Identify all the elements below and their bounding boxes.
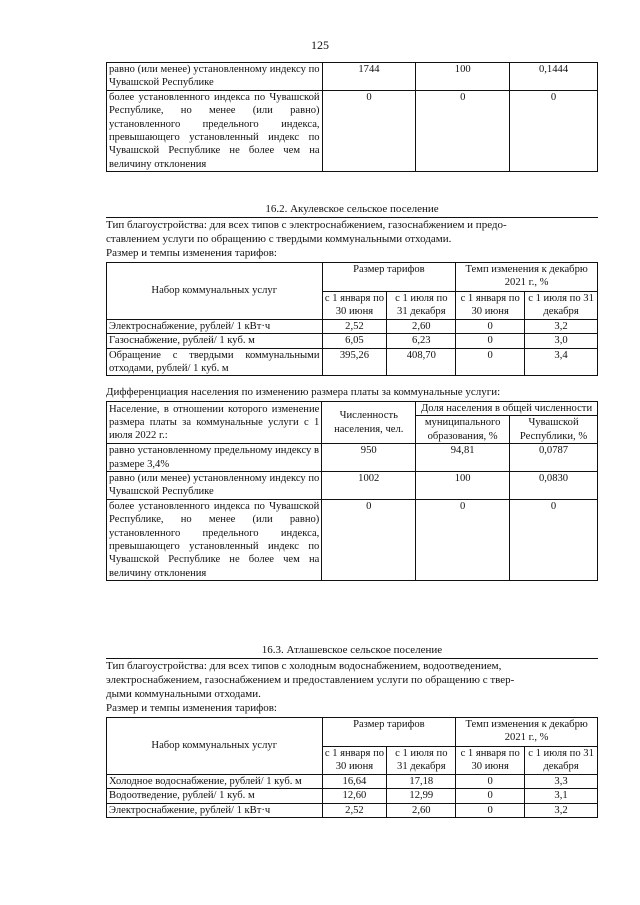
population-table <box>106 401 598 581</box>
cell-jul: 12,99 <box>387 789 456 803</box>
service-label: Газоснабжение, рублей/ 1 куб. м <box>107 334 323 348</box>
header-population: Население, в отношении которого изменение размера платы за коммунальные услуги с 1 июля 2022 г.: <box>107 402 322 444</box>
type-line: ставлением услуги по обращению с твердыми коммунальными отходами. <box>106 233 452 245</box>
header-size: Размер тарифов <box>322 263 456 292</box>
cell-count: 1002 <box>322 472 416 500</box>
cell-count: 1744 <box>322 63 416 91</box>
divider <box>106 658 598 659</box>
cell-count: 950 <box>322 444 416 472</box>
header-jul: с 1 июля по 31 декабря <box>387 292 456 320</box>
header-rate: Темп изменения к декабрю 2021 г., % <box>456 718 598 747</box>
header-jan: с 1 января по 30 июня <box>322 292 387 320</box>
table-row <box>107 499 598 580</box>
cell-rate-jul: 3,1 <box>525 789 598 803</box>
service-label: Обращение с твердыми коммунальными отходами, рублей/ 1 куб. м <box>107 348 323 376</box>
cell-jan: 6,05 <box>322 334 387 348</box>
cell-share-rep: 0 <box>510 90 598 171</box>
cell-share-mun: 100 <box>416 63 510 91</box>
type-line: Тип благоустройства: для всех типов с электроснабжением, газоснабжением и предо- <box>106 219 507 231</box>
cell-rate-jan: 0 <box>456 334 525 348</box>
row-label: более установленного индекса по Чувашской Республике, но менее (или равно) установленного предельного индекса, превышающего установленный индекс по Чувашской Республике не более чем на величину отклонения <box>107 499 322 580</box>
cell-jan: 12,60 <box>322 789 387 803</box>
cell-rate-jul: 3,2 <box>525 803 598 817</box>
diff-label: Дифференциация населения по изменению размера платы за коммунальные услуги: <box>106 386 501 398</box>
cell-rate-jan: 0 <box>456 789 525 803</box>
cell-jan: 395,26 <box>322 348 387 376</box>
cell-jul: 6,23 <box>387 334 456 348</box>
cell-jan: 2,52 <box>322 803 387 817</box>
population-table-cont <box>106 62 598 172</box>
cell-rate-jul: 3,2 <box>525 319 598 333</box>
header-set: Набор коммунальных услуг <box>107 718 323 775</box>
cell-share-rep: 0,1444 <box>510 63 598 91</box>
header-jul: с 1 июля по 31 декабря <box>387 747 456 775</box>
table-row <box>107 348 598 376</box>
cell-count: 0 <box>322 90 416 171</box>
type-line: электроснабжением, газоснабжением и предоставлением услуги по обращению с твер- <box>106 674 515 686</box>
header-jan: с 1 января по 30 июня <box>322 747 387 775</box>
cell-rate-jan: 0 <box>456 774 525 788</box>
tariff-table <box>106 262 598 376</box>
header-jul: с 1 июля по 31 декабря <box>525 747 598 775</box>
cell-rate-jul: 3,4 <box>525 348 598 376</box>
cell-rate-jan: 0 <box>456 348 525 376</box>
header-jul: с 1 июля по 31 декабря <box>525 292 598 320</box>
cell-share-mun: 94,81 <box>416 444 510 472</box>
header-count: Численность населения, чел. <box>322 402 416 444</box>
cell-jul: 2,60 <box>387 803 456 817</box>
cell-rate-jan: 0 <box>456 319 525 333</box>
header-rate: Темп изменения к декабрю 2021 г., % <box>456 263 598 292</box>
cell-rate-jan: 0 <box>456 803 525 817</box>
table-row <box>107 319 598 333</box>
cell-share-mun: 0 <box>416 499 510 580</box>
header-jan: с 1 января по 30 июня <box>456 292 525 320</box>
table-row <box>107 63 598 91</box>
page-number: 125 <box>311 38 329 52</box>
service-label: Водоотведение, рублей/ 1 куб. м <box>107 789 323 803</box>
row-label: равно установленному предельному индексу в размере 3,4% <box>107 444 322 472</box>
service-label: Электроснабжение, рублей/ 1 кВт·ч <box>107 803 323 817</box>
type-line: дыми коммунальными отходами. <box>106 688 261 700</box>
header-share: Доля населения в общей численности <box>416 402 598 416</box>
size-label: Размер и темпы изменения тарифов: <box>106 702 277 714</box>
header-mun: муниципального образования, % <box>416 416 510 444</box>
table-row <box>107 90 598 171</box>
cell-share-mun: 0 <box>416 90 510 171</box>
table-row <box>107 789 598 803</box>
cell-jan: 16,64 <box>322 774 387 788</box>
cell-count: 0 <box>322 499 416 580</box>
cell-share-mun: 100 <box>416 472 510 500</box>
table-row <box>107 472 598 500</box>
cell-jul: 17,18 <box>387 774 456 788</box>
type-line: Тип благоустройства: для всех типов с холодным водоснабжением, водоотведением, <box>106 660 502 672</box>
table-row <box>107 334 598 348</box>
cell-share-rep: 0,0787 <box>510 444 598 472</box>
service-label: Холодное водоснабжение, рублей/ 1 куб. м <box>107 774 323 788</box>
cell-jul: 408,70 <box>387 348 456 376</box>
service-label: Электроснабжение, рублей/ 1 кВт·ч <box>107 319 323 333</box>
cell-share-rep: 0 <box>510 499 598 580</box>
row-label: более установленного индекса по Чувашской Республике, но менее (или равно) установленного предельного индекса, превышающего установленный индекс по Чувашской Республике не более чем на величину отклонения <box>107 90 323 171</box>
cell-share-rep: 0,0830 <box>510 472 598 500</box>
row-label: равно (или менее) установленному индексу по Чувашской Республике <box>107 63 323 91</box>
cell-jul: 2,60 <box>387 319 456 333</box>
table-row <box>107 774 598 788</box>
header-jan: с 1 января по 30 июня <box>456 747 525 775</box>
tariff-table <box>106 717 598 818</box>
header-size: Размер тарифов <box>322 718 456 747</box>
table-row <box>107 803 598 817</box>
header-rep: Чувашской Республики, % <box>510 416 598 444</box>
cell-rate-jul: 3,0 <box>525 334 598 348</box>
divider <box>106 217 598 218</box>
section-heading: 16.3. Атлашевское сельское поселение <box>261 644 443 656</box>
row-label: равно (или менее) установленному индексу по Чувашской Республике <box>107 472 322 500</box>
header-set: Набор коммунальных услуг <box>107 263 323 320</box>
size-label: Размер и темпы изменения тарифов: <box>106 247 277 259</box>
cell-rate-jul: 3,3 <box>525 774 598 788</box>
table-row <box>107 444 598 472</box>
cell-jan: 2,52 <box>322 319 387 333</box>
section-heading: 16.2. Акулевское сельское поселение <box>265 203 439 215</box>
